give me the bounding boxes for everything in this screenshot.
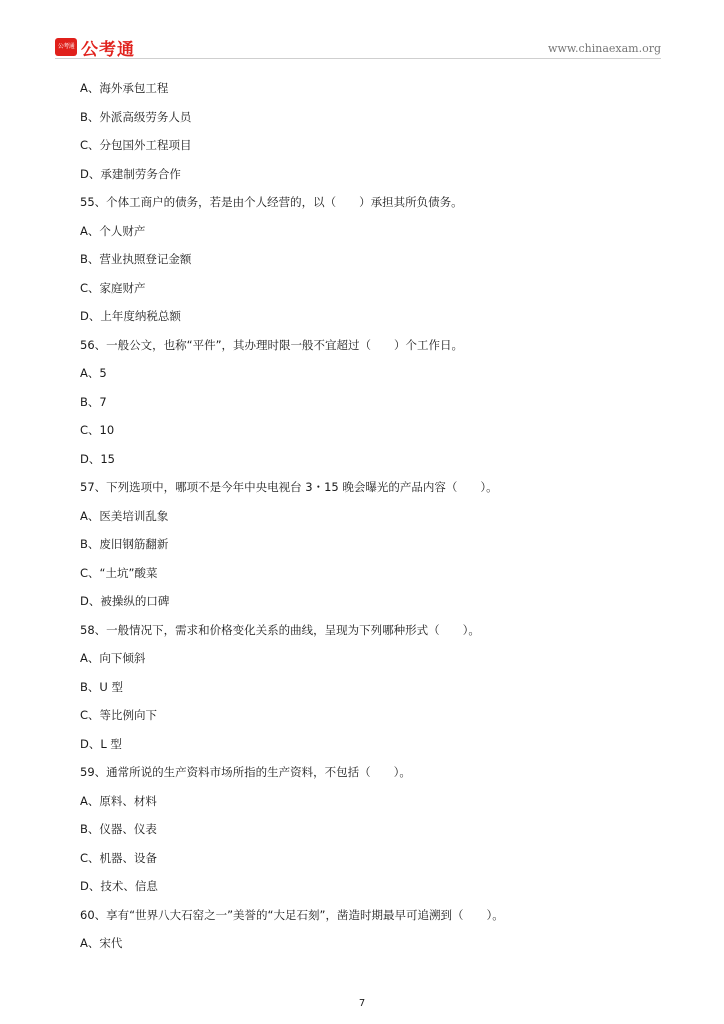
text-line: D、L 型: [80, 736, 122, 751]
header-divider: [55, 58, 661, 59]
question-59: 59、通常所说的生产资料市场所指的生产资料，不包括（ ）。: [80, 765, 411, 779]
text-line: D、承建制劳务合作: [80, 166, 181, 181]
text-line: A、5: [80, 366, 107, 380]
document-body: [80, 80, 660, 964]
text-line: B、废旧钢筋翻新: [80, 537, 169, 551]
text-line: A、个人财产: [80, 223, 146, 238]
question-56: 56、一般公文，也称“平件”，其办理时限一般不宜超过（ ）个工作日。: [80, 337, 464, 352]
page-header: [55, 36, 661, 58]
question-55: 55、个体工商户的债务，若是由个人经营的，以（ ）承担其所负债务。: [80, 195, 463, 209]
question-60: 60、享有“世界八大石窑之一”美誉的“大足石刻”，凿造时期最早可追溯到（ ）。: [80, 907, 504, 922]
text-line: A、向下倾斜: [80, 651, 146, 665]
text-line: C、等比例向下: [80, 708, 158, 722]
text-line: C、10: [80, 423, 115, 437]
text-line: C、机器、设备: [80, 850, 158, 865]
text-line: D、上年度纳税总额: [80, 309, 181, 323]
question-58: 58、一般情况下，需求和价格变化关系的曲线，呈现为下列哪种形式（ ）。: [80, 622, 480, 637]
logo: [55, 36, 135, 58]
text-line: C、家庭财产: [80, 280, 146, 295]
site-url: www.chinaexam.org: [548, 42, 661, 55]
text-line: B、7: [80, 394, 107, 409]
question-57: 57、下列选项中，哪项不是今年中央电视台 3・15 晚会曝光的产品内容（ ）。: [80, 480, 498, 494]
text-line: D、被操纵的口碑: [80, 594, 170, 608]
logo-text: 公考通: [81, 39, 135, 60]
text-line: B、外派高级劳务人员: [80, 109, 192, 124]
text-line: A、医美培训乱象: [80, 508, 169, 523]
logo-badge-icon: 公考通: [55, 38, 77, 56]
text-line: C、“土坑”酸菜: [80, 565, 158, 580]
page-number: 7: [358, 998, 366, 1009]
text-line: C、分包国外工程项目: [80, 138, 192, 152]
text-line: D、15: [80, 451, 115, 466]
text-line: A、宋代: [80, 936, 123, 950]
text-line: B、U 型: [80, 679, 123, 694]
text-line: D、技术、信息: [80, 879, 158, 893]
text-line: B、仪器、仪表: [80, 822, 157, 836]
text-line: B、营业执照登记金额: [80, 252, 192, 266]
text-line: A、原料、材料: [80, 793, 157, 808]
text-line: A、海外承包工程: [80, 81, 169, 95]
